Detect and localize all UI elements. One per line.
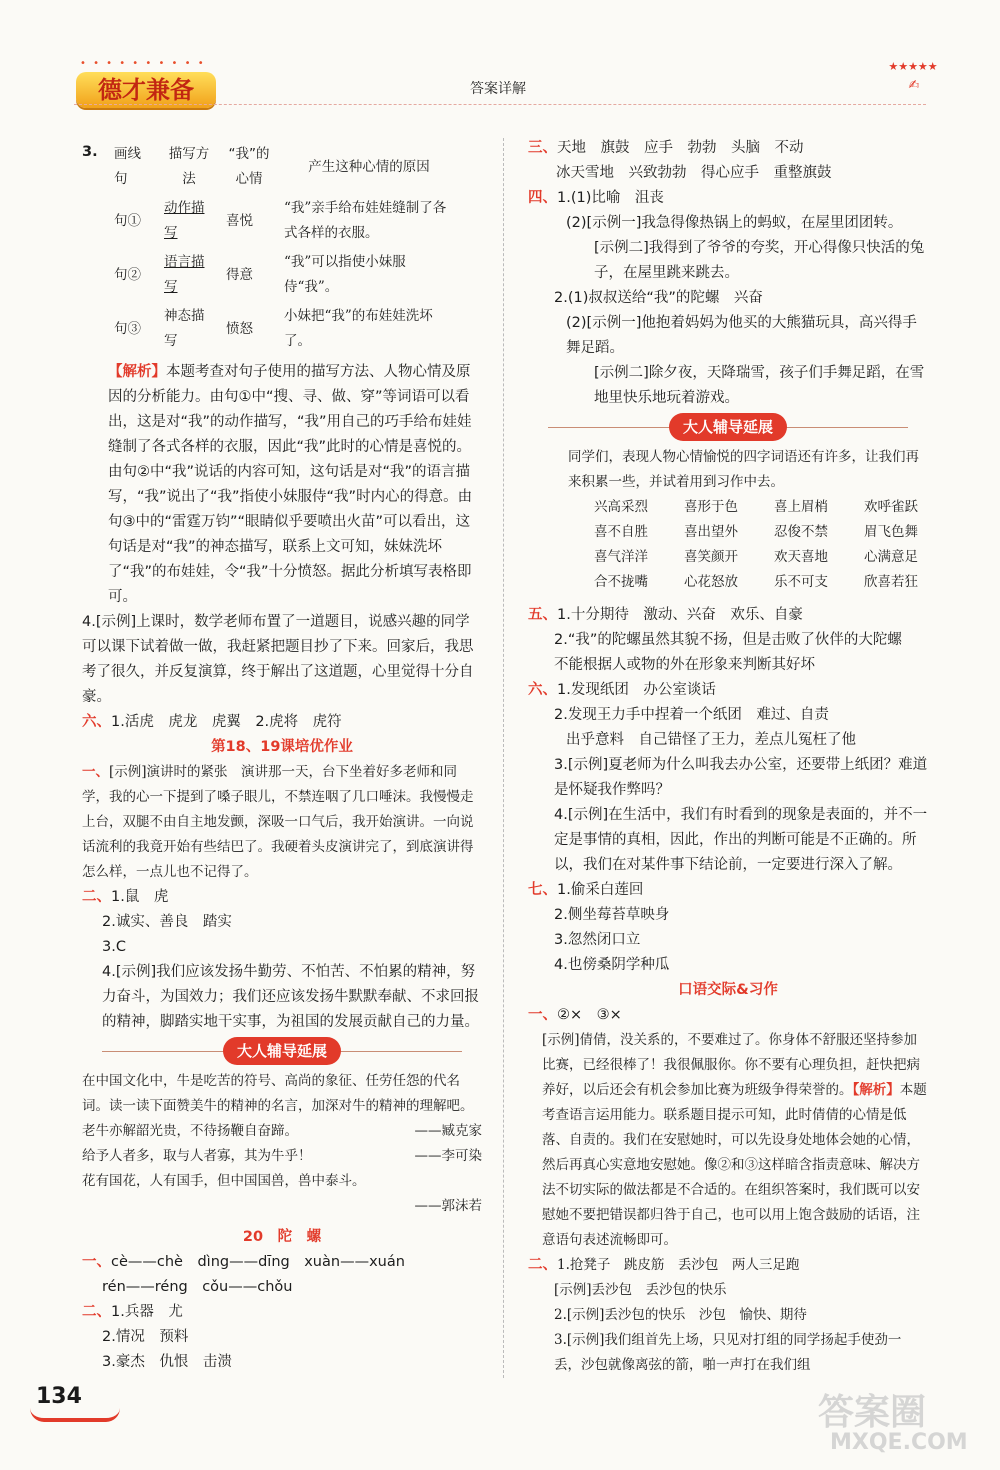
oral-section-one [528, 1003, 928, 1028]
section-title: 第18、19课培优作业 [211, 739, 353, 755]
section-tag: 七、 [528, 882, 557, 898]
page-number: 134 [36, 1384, 82, 1409]
extension-banner [82, 1035, 482, 1069]
table-row [108, 194, 460, 248]
q3-analysis [108, 360, 482, 610]
table-cell: 得意 [226, 266, 253, 283]
q4-answer: 4.[示例]上课时，数学老师布置了一道题目，说感兴趣的同学可以课下试着做一做，我赶紧把题目抄了下来。回家后，我思考了很久，并反复演算，终于解出了这道题，心里觉得十分自豪。 [82, 614, 474, 705]
logo-dots: • • • • • • • • • • [80, 58, 206, 69]
answer-line: 2.发现王力手中捏着一个纸团 难过、自责 [554, 707, 829, 723]
table-cell: 句② [114, 266, 141, 283]
extension-banner [528, 411, 928, 445]
idiom-grid [594, 495, 928, 595]
page-header-title: 答案详解 [470, 81, 526, 97]
answer-line: 3.C [102, 939, 126, 955]
answer-line: 2.(1)叔叔送给“我”的陀螺 兴奋 [554, 290, 763, 306]
rating-stars-icon: ★★★★★ [888, 60, 938, 73]
answer-line: [示例二]除夕夜，天降瑞雪，孩子们手舞足蹈，在雪地里快乐地玩着游戏。 [594, 365, 925, 406]
answer-line: 1.(1)比喻 沮丧 [557, 190, 664, 206]
idiom-item: 欢天喜地 [774, 549, 828, 565]
table-cell: 愤怒 [226, 320, 253, 337]
list-item [82, 1144, 482, 1169]
section-tag: 六、 [528, 682, 557, 698]
section-title: 口语交际&习作 [678, 982, 778, 998]
right-column [528, 136, 928, 1378]
banner-label: 大人辅导延展 [669, 413, 787, 441]
answer-line: (2)[示例一]他抱着妈妈为他买的大熊猫玩具，高兴得手舞足蹈。 [566, 315, 917, 356]
table-cell: 喜悦 [226, 212, 253, 229]
signature-stamp: ✍ [908, 78, 920, 93]
section-tag: 二、 [528, 1257, 557, 1273]
banner-label: 大人辅导延展 [223, 1037, 341, 1065]
table-cell: 小妹把“我”的布娃娃洗坏了。 [284, 308, 433, 349]
pinyin-line: rén——réng cǒu——chǒu [102, 1279, 293, 1295]
idiom-item: 喜上眉梢 [774, 499, 828, 515]
section-six [528, 678, 928, 703]
oral-answer [542, 1028, 928, 1253]
answer-text: [示例]倩倩，没关系的，不要难过了。你身体不舒服还坚持参加比赛，已经很棒了！我很佩服你。你不要有心理负担，赶快把病养好，以后还会有机会参加比赛为班级争得荣誉的。 [542, 1032, 920, 1098]
answer-line: 4.[示例]在生活中，我们有时看到的现象是表面的，并不一定是事情的真相，因此，作出的判断可能是不正确的。所以，我们在对某件事下结论前，一定要进行深入了解。 [554, 807, 928, 873]
answer-line: (2)[示例一]我急得像热锅上的蚂蚁，在屋里团团转。 [566, 215, 903, 231]
list-item [82, 1119, 482, 1144]
table-row [108, 140, 460, 194]
column-divider [503, 138, 504, 1378]
table-cell: 句③ [114, 320, 141, 337]
quote-text: 给予人者多，取与人者寡，其为牛乎！ [82, 1148, 312, 1164]
answer-line: 1.十分期待 激动、兴奋 欢乐、自豪 [557, 607, 803, 623]
table-header: 产生这种心情的原因 [308, 158, 430, 175]
watermark-url: MXQE.COM [830, 1430, 968, 1455]
section-tag: 一、 [82, 1254, 111, 1270]
answer-line: 1.兵器 尤 [111, 1304, 183, 1320]
table-row [108, 302, 460, 356]
idiom-item: 欣喜若狂 [864, 574, 918, 590]
answer-line: 2.情况 预料 [102, 1329, 189, 1345]
section-five [528, 603, 928, 628]
analysis-tag: 【解析】 [108, 364, 166, 380]
answer-line: 1.鼠 虎 [111, 889, 169, 905]
idiom-item: 喜形于色 [684, 499, 738, 515]
section-six [82, 710, 482, 735]
section-tag: 三、 [528, 140, 557, 156]
idiom-item: 兴高采烈 [594, 499, 648, 515]
answer-line: 4.也傍桑阴学种瓜 [554, 957, 670, 973]
page-number-swoosh [30, 1408, 120, 1422]
answer-line: 3.[示例]我们组首先上场，只见对打组的同学扬起手使劲一丢，沙包就像离弦的箭，啪一声打在我们组 [554, 1332, 902, 1373]
answer-line: 1.发现纸团 办公室谈话 [557, 682, 716, 698]
table-cell: 句① [114, 212, 141, 229]
section-seven [528, 878, 928, 903]
analysis-text: 本题考查对句子使用的描写方法、人物心情及原因的分析能力。由句①中“搜、寻、做、穿”等词语可以看出，这是对“我”的动作描写，“我”用自己的巧手给布娃娃缝制了各式各样的衣服，因此“我”此时的心情是喜悦的。由句②中“我”说话的内容可知，这句话是对“我”的语言描写，“我”说出了“我”指使小妹服侍“我”时内心的得意。由句③中的“雷霆万钧”“眼睛似乎要喷出火苗”可以看出，这句话是对“我”的神态描写，联系上文可知，妹妹洗坏了“我”的布娃娃，令“我”十分愤怒。据此分析填写表格即可。 [108, 364, 473, 605]
idiom-item: 心满意足 [864, 549, 918, 565]
quote-author: ——郭沫若 [414, 1198, 482, 1214]
section-four [528, 186, 928, 211]
lesson-title: 20 陀 螺 [242, 1229, 322, 1245]
table-header: 描写方法 [168, 146, 210, 187]
pinyin-line: cè——chè dìng——dīng xuàn——xuán [111, 1254, 405, 1270]
analysis-text: 本题考查语言运用能力。联系题目提示可知，此时倩倩的心情是低落、自责的。我们在安慰她时，可以先设身处地体会她的心情，然后再真心实意地安慰她。像②和③这样暗含指责意味、解决方法不切实际的做法都是不合适的。在组织答案时，我们既可以安慰她不要把错误都归咎于自己，也可以用上饱含鼓励的话语，注意语句表述流畅即可。 [542, 1082, 927, 1248]
idiom-item: 欢呼雀跃 [864, 499, 918, 515]
section-tag: 一、 [528, 1007, 557, 1023]
q3-number: 3. [82, 144, 98, 160]
table-cell: 语言描写 [164, 254, 205, 295]
answer-line: 3.豪杰 仇恨 击溃 [102, 1354, 232, 1370]
section-tag: 一、 [82, 764, 109, 780]
answer-line: 2.侧坐莓苔草映身 [554, 907, 670, 923]
table-cell: “我”可以指使小妹服侍“我”。 [284, 254, 406, 295]
section-tag: 五、 [528, 607, 557, 623]
answer-line: [示例]丢沙包 丢沙包的快乐 [554, 1282, 727, 1298]
watermark-logo: 答案圈 [818, 1392, 927, 1433]
idiom-item: 喜笑颜开 [684, 549, 738, 565]
idiom-item: 喜出望外 [684, 524, 738, 540]
l20-section-one [82, 1250, 482, 1275]
table-row [108, 248, 460, 302]
answer-line: 3.忽然闭口立 [554, 932, 641, 948]
idiom-item: 喜气洋洋 [594, 549, 648, 565]
idiom-item: 忍俊不禁 [774, 524, 828, 540]
table-header: “我”的心情 [228, 146, 270, 187]
quote-list [82, 1119, 482, 1219]
answer-line: 2.诚实、善良 踏实 [102, 914, 232, 930]
answer-line: ②× ③× [557, 1007, 622, 1023]
analysis-tag: 【解析】 [852, 1082, 900, 1098]
q3-table [108, 140, 460, 356]
section-three [528, 136, 928, 161]
section-tag: 二、 [82, 889, 111, 905]
answer-line: 出乎意料 自己错怪了王力，差点儿冤枉了他 [566, 732, 856, 748]
list-item [82, 1194, 482, 1219]
extension-intro: 在中国文化中，牛是吃苦的符号、高尚的象征、任劳任怨的代名词。读一读下面赞美牛的精神的名言，加深对牛的精神的理解吧。 [82, 1073, 474, 1114]
section-tag: 二、 [82, 1304, 111, 1320]
answer-line: 2.[示例]丢沙包的快乐 沙包 愉快、期待 [554, 1307, 807, 1323]
quote-author: ——臧克家 [414, 1123, 482, 1139]
q3-block [82, 140, 482, 356]
answer-line: 3.[示例]夏老师为什么叫我去办公室，还要带上纸团？难道是怀疑我作弊吗？ [554, 757, 928, 798]
header-rule [74, 104, 926, 105]
answer-line: [示例二]我得到了爷爷的夸奖，开心得像只快活的兔子，在屋里跳来跳去。 [594, 240, 925, 281]
answer-line: 2.“我”的陀螺虽然其貌不扬，但是击败了伙伴的大陀螺 不能根据人或物的外在形象来判断其好坏 [554, 632, 917, 673]
table-header: 画线句 [114, 146, 141, 187]
answer-line: 1.偷采白莲回 [557, 882, 644, 898]
quote-text: 老牛亦解韶光贵，不待扬鞭自奋蹄。 [82, 1123, 298, 1139]
answer-line: 冰天雪地 兴致勃勃 得心应手 重整旗鼓 [556, 165, 832, 181]
list-item [82, 1169, 482, 1194]
answer-line: 4.[示例]我们应该发扬牛勤劳、不怕苦、不怕累的精神，努力奋斗，为国效力；我们还应该发扬牛默默奉献、不求回报的精神，脚踏实地干实事，为祖国的发展贡献自己的力量。 [102, 964, 479, 1030]
quote-author: ——李可染 [414, 1148, 482, 1164]
section-one [82, 760, 482, 885]
section-tag: 四、 [528, 190, 557, 206]
table-cell: 神态描写 [164, 308, 205, 349]
answer-line: 天地 旗鼓 应手 勃勃 头脑 不动 [557, 140, 804, 156]
section-two [82, 885, 482, 910]
section-text: [示例]演讲时的紧张 演讲那一天，台下坐着好多老师和同学，我的心一下提到了嗓子眼儿，不禁连咽了几口唾沫。我慢慢走上台，双腿不由自主地发颤，深吸一口气后，我开始演讲。一向说话流利的我竟开始有些结巴了。我硬着头皮演讲完了，到底演讲得怎么样，一点儿也不记得了。 [82, 764, 474, 880]
idiom-item: 乐不可支 [774, 574, 828, 590]
quote-text: 花有国花，人有国手，但中国国兽，兽中泰斗。 [82, 1173, 366, 1189]
answer-line: 1.抢凳子 跳皮筋 丢沙包 两人三足跑 [557, 1257, 800, 1273]
left-column [82, 140, 482, 1375]
table-cell: “我”亲手给布娃娃缝制了各式各样的衣服。 [284, 200, 447, 241]
idiom-item: 合不拢嘴 [594, 574, 648, 590]
section-text: 1.活虎 虎龙 虎翼 2.虎将 虎符 [111, 714, 342, 730]
l20-section-two [82, 1300, 482, 1325]
section-tag: 六、 [82, 714, 111, 730]
idiom-item: 喜不自胜 [594, 524, 648, 540]
idiom-item: 眉飞色舞 [864, 524, 918, 540]
brand-logo: 德才兼备 [76, 72, 216, 108]
idiom-item: 心花怒放 [684, 574, 738, 590]
table-cell: 动作描写 [164, 200, 205, 241]
extension-intro: 同学们，表现人物心情愉悦的四字词语还有许多，让我们再来积累一些，并试着用到习作中去。 [568, 449, 919, 490]
section-two [528, 1253, 928, 1278]
